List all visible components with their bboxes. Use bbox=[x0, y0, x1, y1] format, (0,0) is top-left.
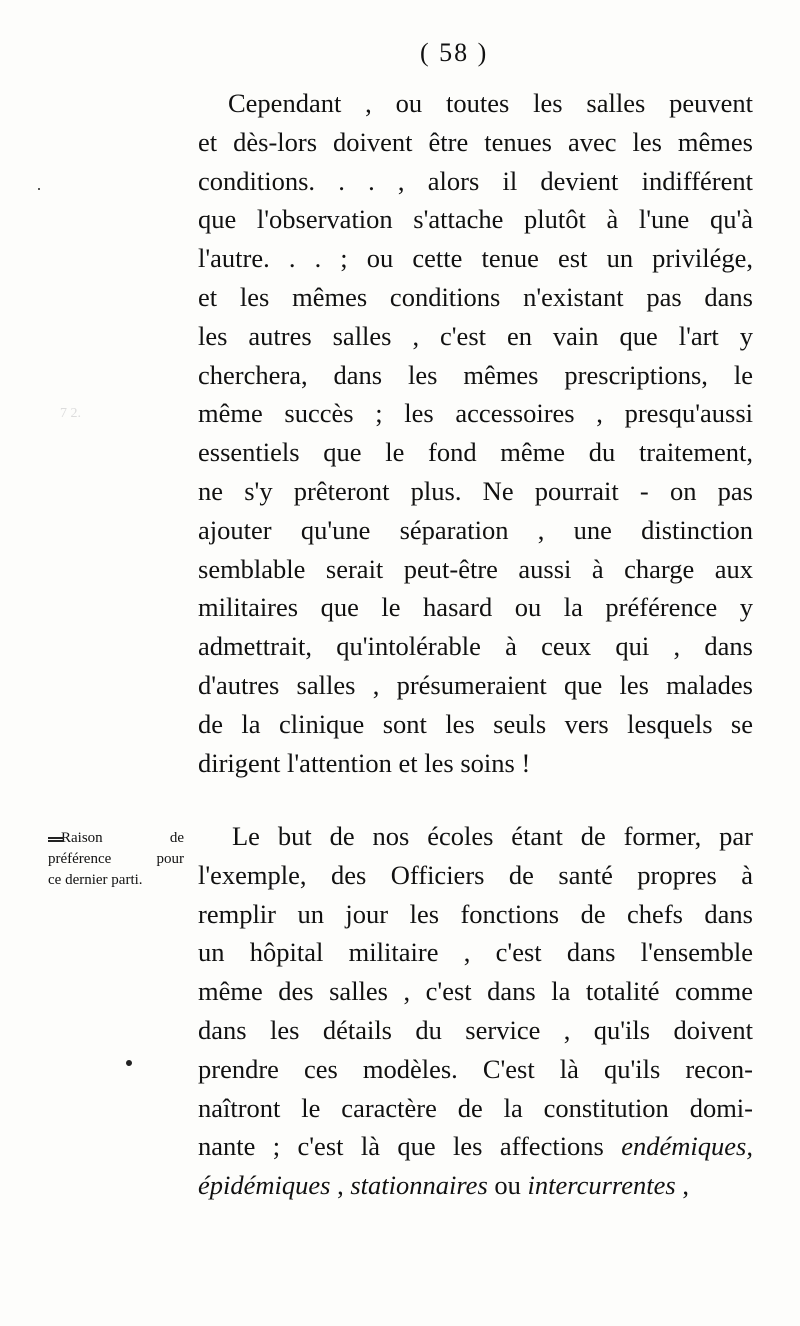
text-segment: , bbox=[675, 1170, 689, 1201]
text-line: même succès ; les accessoires , presqu'aussi bbox=[198, 398, 753, 429]
text-line: d'autres salles , présumeraient que les malades bbox=[198, 669, 753, 700]
text-line: Le but de nos écoles étant de former, par bbox=[232, 821, 753, 851]
italic-term: intercurrentes bbox=[527, 1170, 676, 1201]
text-line: dirigent l'attention et les soins ! bbox=[198, 747, 531, 778]
marginal-note-line: Raison de bbox=[61, 830, 184, 846]
marginal-note-line: ce dernier parti. bbox=[48, 872, 143, 888]
text-line: militaires que le hasard ou la préférence y bbox=[198, 592, 753, 623]
page-number: ( 58 ) bbox=[420, 38, 489, 67]
text-line: Cependant , ou toutes les salles peuvent bbox=[228, 88, 753, 118]
italic-term: endémiques, bbox=[621, 1131, 753, 1162]
text-line-italic-terms bbox=[198, 1166, 753, 1205]
ink-speck bbox=[38, 188, 40, 190]
text-line: un hôpital militaire , c'est dans l'ensemble bbox=[198, 937, 753, 968]
text-line: admettrait, qu'intolérable à ceux qui , dans bbox=[198, 631, 753, 662]
text-line: remplir un jour les fonctions de chefs dans bbox=[198, 898, 753, 929]
text-line: naîtront le caractère de la constitution domi- bbox=[198, 1092, 753, 1123]
text-segment: nante ; c'est là que les affections bbox=[198, 1131, 604, 1162]
text-line: même des salles , c'est dans la totalité comme bbox=[198, 976, 753, 1007]
italic-term: épidémiques bbox=[198, 1170, 331, 1201]
text-line: semblable serait peut-être aussi à charge aux bbox=[198, 553, 753, 584]
text-line: et les mêmes conditions n'existant pas dans bbox=[198, 281, 753, 312]
main-text-column bbox=[198, 84, 753, 1201]
text-line: de la clinique sont les seuls vers lesquels se bbox=[198, 708, 753, 739]
marginal-note bbox=[48, 828, 184, 891]
paragraph-2 bbox=[198, 817, 753, 1205]
ink-speck bbox=[126, 1060, 132, 1066]
text-line: et dès-lors doivent être tenues avec les mêmes bbox=[198, 126, 753, 157]
text-line: prendre ces modèles. C'est là qu'ils recon- bbox=[198, 1053, 753, 1084]
text-line: que l'observation s'attache plutôt à l'une qu'à bbox=[198, 204, 753, 235]
paragraph-1 bbox=[198, 84, 753, 782]
text-line: ajouter qu'une séparation , une distinction bbox=[198, 514, 753, 545]
marginal-note-line: préférence pour bbox=[48, 851, 184, 867]
text-line: ne s'y prêteront plus. Ne pourrait - on pas bbox=[198, 475, 753, 506]
marginal-dash-icon bbox=[48, 837, 64, 842]
text-segment: , bbox=[330, 1170, 351, 1201]
text-line: conditions. . . , alors il devient indifférent bbox=[198, 165, 753, 196]
text-line: cherchera, dans les mêmes prescriptions, le bbox=[198, 359, 753, 390]
text-line: l'exemple, des Officiers de santé propres à bbox=[198, 859, 753, 890]
text-line: les autres salles , c'est en vain que l'art y bbox=[198, 320, 753, 351]
show-through-text: 7 2. bbox=[60, 406, 81, 421]
text-line-with-italic bbox=[198, 1127, 753, 1166]
text-line: l'autre. . . ; ou cette tenue est un privilége, bbox=[198, 243, 753, 274]
text-segment: ou bbox=[487, 1170, 528, 1201]
text-line: dans les détails du service , qu'ils doivent bbox=[198, 1014, 753, 1045]
text-line: essentiels que le fond même du traitement, bbox=[198, 437, 753, 468]
italic-term: stationnaires bbox=[350, 1170, 488, 1201]
